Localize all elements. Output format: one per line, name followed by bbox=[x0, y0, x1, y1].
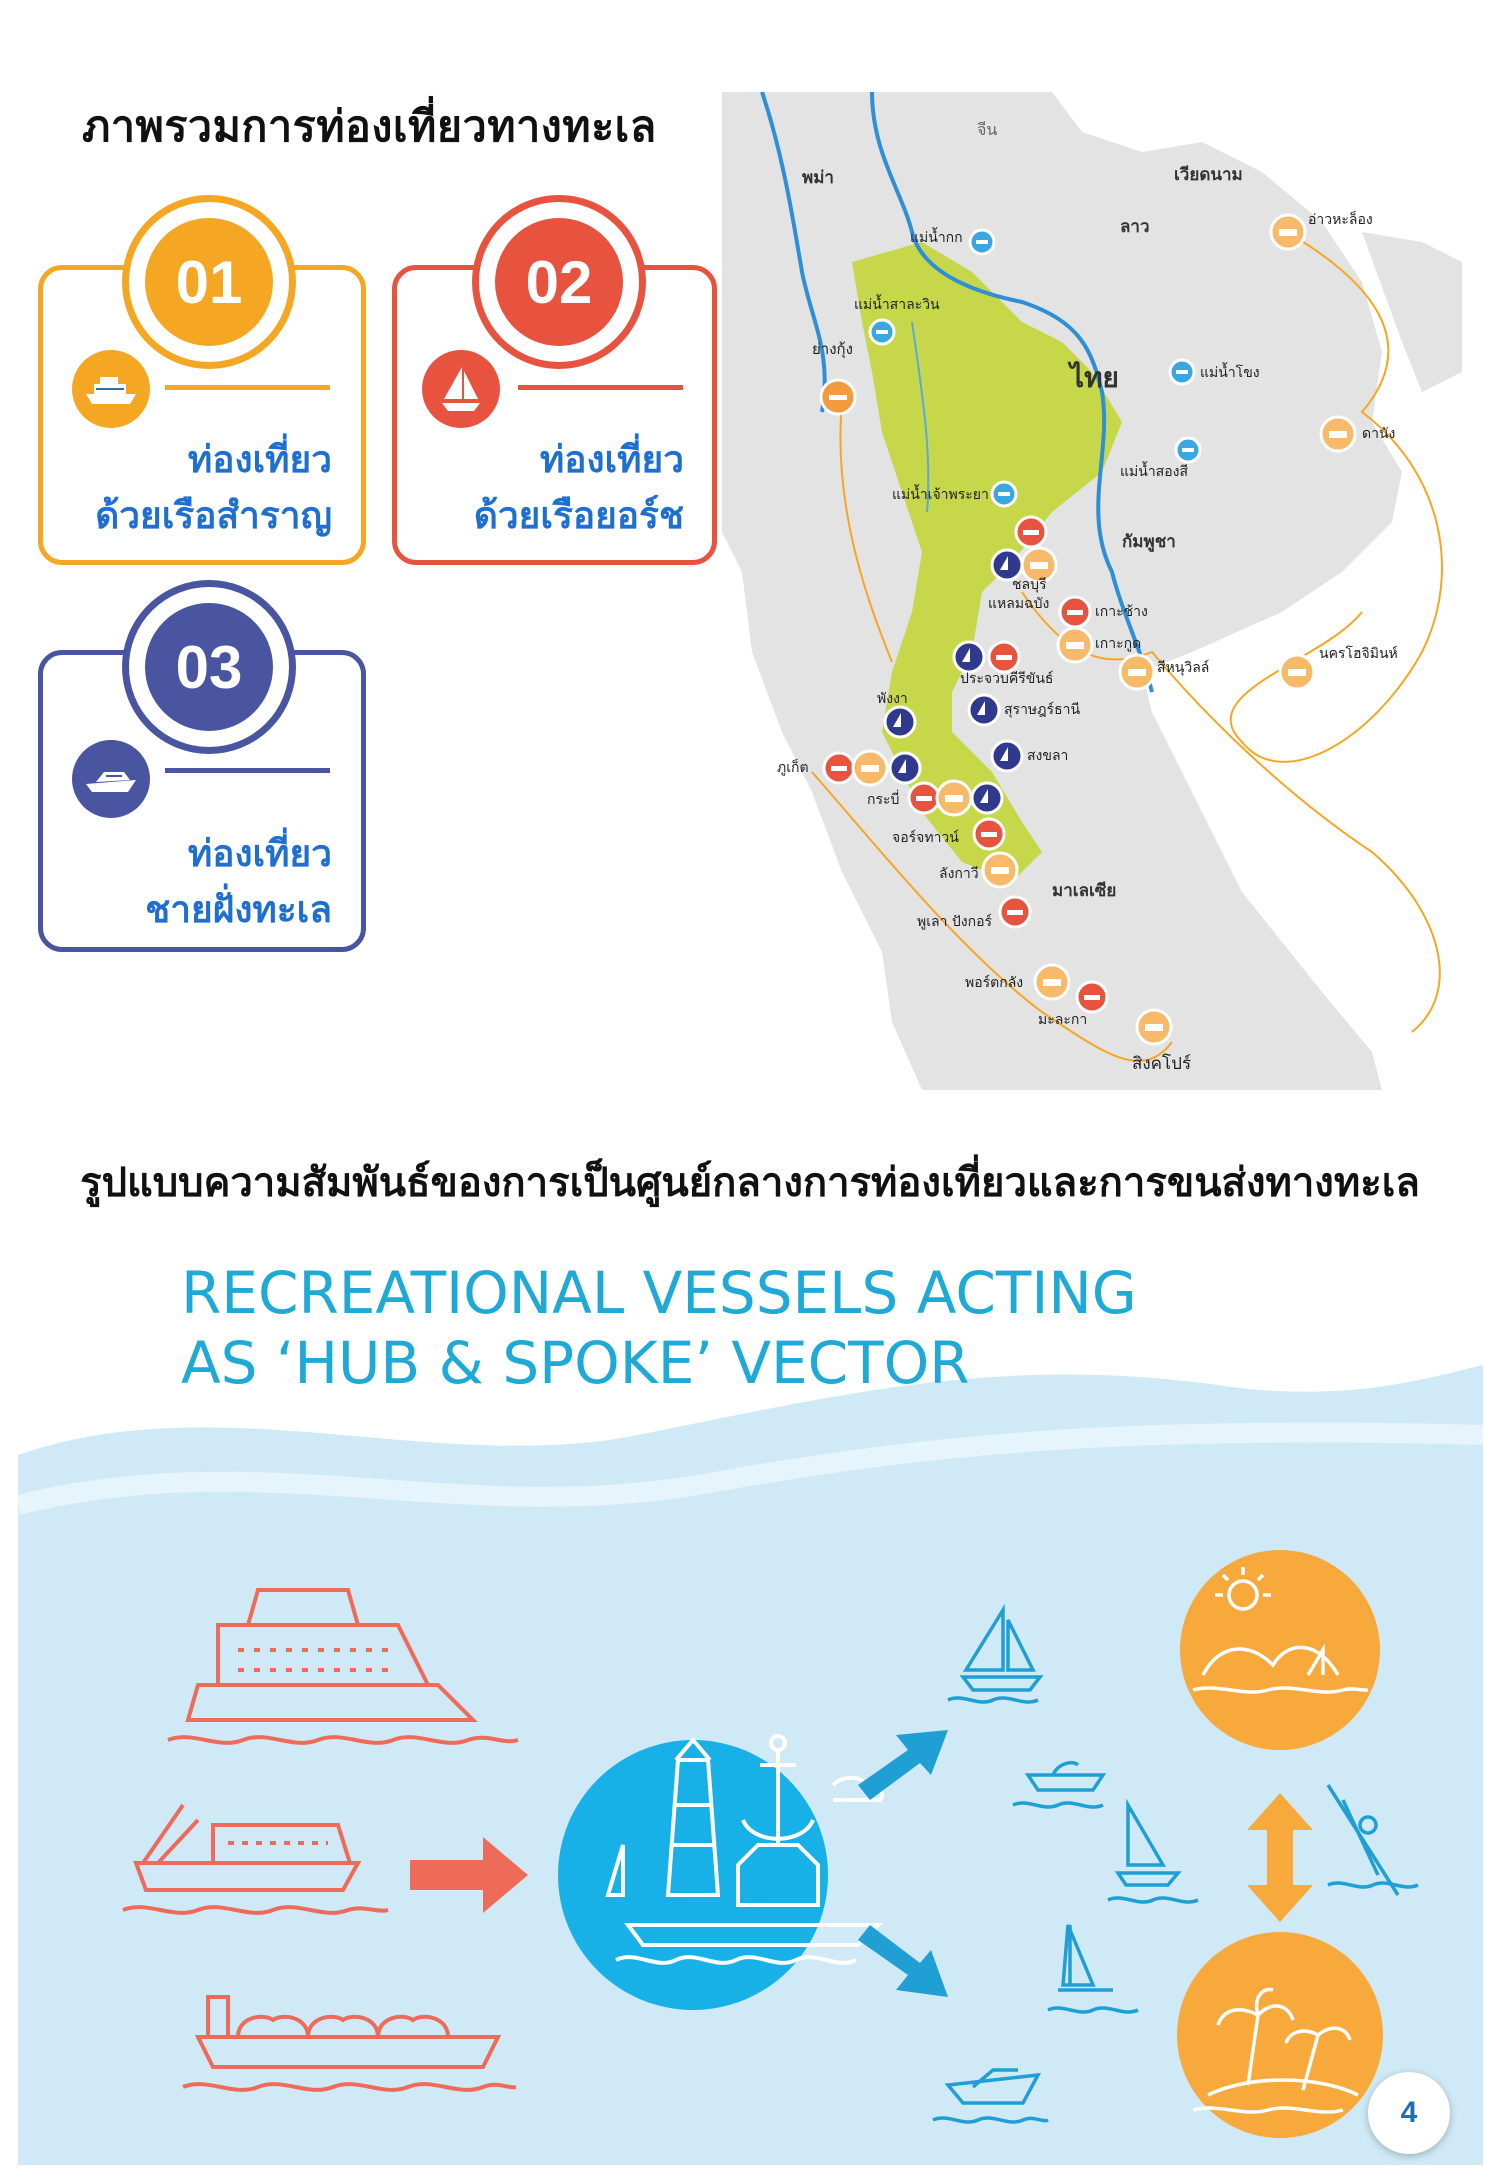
pin-phangnga bbox=[885, 707, 915, 737]
pin-krabi bbox=[937, 781, 971, 815]
page-title: ภาพรวมการท่องเที่ยวทางทะเล bbox=[82, 102, 657, 152]
pin-kohkood bbox=[1058, 628, 1092, 662]
card-01-divider bbox=[165, 385, 330, 390]
label-kok: แม่น้ำกก bbox=[910, 230, 963, 246]
pin-hochiminh bbox=[1280, 655, 1314, 689]
pin-prachuap-yacht bbox=[954, 642, 984, 672]
label-songsi: แม่น้ำสองสี bbox=[1120, 464, 1189, 480]
card-01-line2: ด้วยเรือสำราญ bbox=[95, 494, 332, 537]
badge-02-number: 02 bbox=[495, 218, 623, 346]
badge-03-number: 03 bbox=[145, 603, 273, 731]
pin-krabi-yacht bbox=[972, 783, 1002, 813]
label-china: จีน bbox=[977, 120, 998, 139]
label-georgetown: จอร์จทาวน์ bbox=[892, 830, 959, 846]
pin-phuket-red bbox=[824, 753, 854, 783]
label-hochiminh: นครโฮจิมินห์ bbox=[1319, 646, 1398, 662]
yacht-icon bbox=[72, 740, 150, 818]
pin-krabi-red bbox=[909, 783, 939, 813]
pin-singapore bbox=[1137, 1010, 1171, 1044]
label-phangnga: พังงา bbox=[877, 691, 908, 707]
label-singapore: สิงคโปร์ bbox=[1132, 1054, 1192, 1074]
label-portklang: พอร์ตกลัง bbox=[965, 975, 1024, 991]
pin-portklang bbox=[1035, 965, 1069, 999]
pin-sihanoukville bbox=[1120, 655, 1154, 689]
label-laos: ลาว bbox=[1120, 217, 1150, 237]
destination-beach-circle bbox=[1180, 1550, 1380, 1750]
label-suratthani: สุราษฎร์ธานี bbox=[1004, 702, 1081, 718]
pin-pulaupangkor bbox=[1000, 897, 1030, 927]
label-laemchabang: แหลมฉบัง bbox=[988, 596, 1050, 612]
label-prachuap: ประจวบคีรีขันธ์ bbox=[960, 671, 1054, 687]
label-chonburi: ชลบุรี bbox=[1012, 577, 1047, 593]
label-salween: แม่น้ำสาละวิน bbox=[854, 297, 940, 313]
pin-phuket-yacht bbox=[890, 753, 920, 783]
label-vietnam: เวียดนาม bbox=[1174, 165, 1243, 185]
pin-chaophraya-river bbox=[992, 482, 1016, 506]
label-thailand: ไทย bbox=[1070, 361, 1119, 394]
pin-chonburi-red bbox=[1016, 517, 1046, 547]
label-halong: อ่าวหะล็อง bbox=[1308, 212, 1373, 228]
label-myanmar: พม่า bbox=[802, 168, 834, 188]
badge-02 bbox=[472, 195, 646, 369]
pin-langkawi bbox=[983, 853, 1017, 887]
badge-01-number: 01 bbox=[145, 218, 273, 346]
label-chaophraya: แม่น้ำเจ้าพระยา bbox=[892, 487, 989, 503]
card-03-line2: ชายฝั่งทะเล bbox=[145, 888, 332, 931]
pin-songsi-river bbox=[1176, 438, 1200, 462]
label-malaysia: มาเลเซีย bbox=[1052, 881, 1117, 901]
label-kohkood: เกาะกูด bbox=[1095, 636, 1142, 652]
pin-phuket bbox=[853, 751, 887, 785]
pin-chonburi-yacht bbox=[992, 550, 1022, 580]
card-02-line2: ด้วยเรือยอร์ช bbox=[473, 494, 684, 537]
label-cambodia: กัมพูชา bbox=[1122, 532, 1176, 552]
pin-mekong-river bbox=[1170, 360, 1194, 384]
card-03-text bbox=[40, 826, 332, 938]
pin-prachuap-red bbox=[989, 642, 1019, 672]
infographic-title-line2: AS ‘HUB & SPOKE’ VECTOR bbox=[181, 1329, 970, 1397]
pin-halong bbox=[1271, 215, 1305, 249]
pin-georgetown bbox=[974, 819, 1004, 849]
badge-03 bbox=[122, 580, 296, 754]
sea-tourism-map bbox=[722, 92, 1462, 1090]
infographic-title-line1: RECREATIONAL VESSELS ACTING bbox=[181, 1259, 1137, 1327]
label-mekong: แม่น้ำโขง bbox=[1200, 365, 1260, 381]
label-kohchang: เกาะช้าง bbox=[1095, 604, 1148, 620]
hub-and-spoke-infographic bbox=[18, 1245, 1483, 2165]
label-songkhla: สงขลา bbox=[1027, 748, 1069, 764]
label-langkawi: ลังกาวี bbox=[939, 866, 979, 882]
card-03-line1: ท่องเที่ยว bbox=[187, 832, 332, 875]
hub-circle bbox=[558, 1740, 828, 2010]
pin-kohchang bbox=[1060, 597, 1090, 627]
pin-songkhla bbox=[992, 741, 1022, 771]
section-title: รูปแบบความสัมพันธ์ของการเป็นศูนย์กลางการท่องเที่ยวและการขนส่งทางทะเล bbox=[80, 1160, 1420, 1206]
pin-salween-river bbox=[870, 320, 894, 344]
pin-suratthani bbox=[969, 695, 999, 725]
card-02-divider bbox=[518, 385, 683, 390]
card-01-line1: ท่องเที่ยว bbox=[187, 438, 332, 481]
label-pulaupangkor: พูเลา ปังกอร์ bbox=[917, 914, 993, 930]
card-01-text bbox=[40, 432, 332, 544]
sailboat-icon bbox=[422, 350, 500, 428]
label-danang: ดานัง bbox=[1362, 426, 1396, 442]
pin-danang bbox=[1321, 417, 1355, 451]
card-02-line1: ท่องเที่ยว bbox=[539, 438, 684, 481]
label-krabi: กระบี่ bbox=[867, 792, 900, 808]
badge-01 bbox=[122, 195, 296, 369]
pin-kok-river bbox=[970, 230, 994, 254]
label-phuket: ภูเก็ต bbox=[777, 760, 809, 776]
pin-yangon bbox=[821, 380, 855, 414]
page-number: 4 bbox=[1368, 2072, 1450, 2154]
card-03-divider bbox=[165, 768, 330, 773]
cruise-ship-icon bbox=[72, 350, 150, 428]
label-yangon: ย่างกุ้ง bbox=[812, 340, 853, 358]
pin-malacca bbox=[1077, 982, 1107, 1012]
label-malacca: มะละกา bbox=[1038, 1012, 1088, 1028]
card-02-text bbox=[392, 432, 684, 544]
label-sihanoukville: สีหนุวิลล์ bbox=[1157, 660, 1210, 676]
